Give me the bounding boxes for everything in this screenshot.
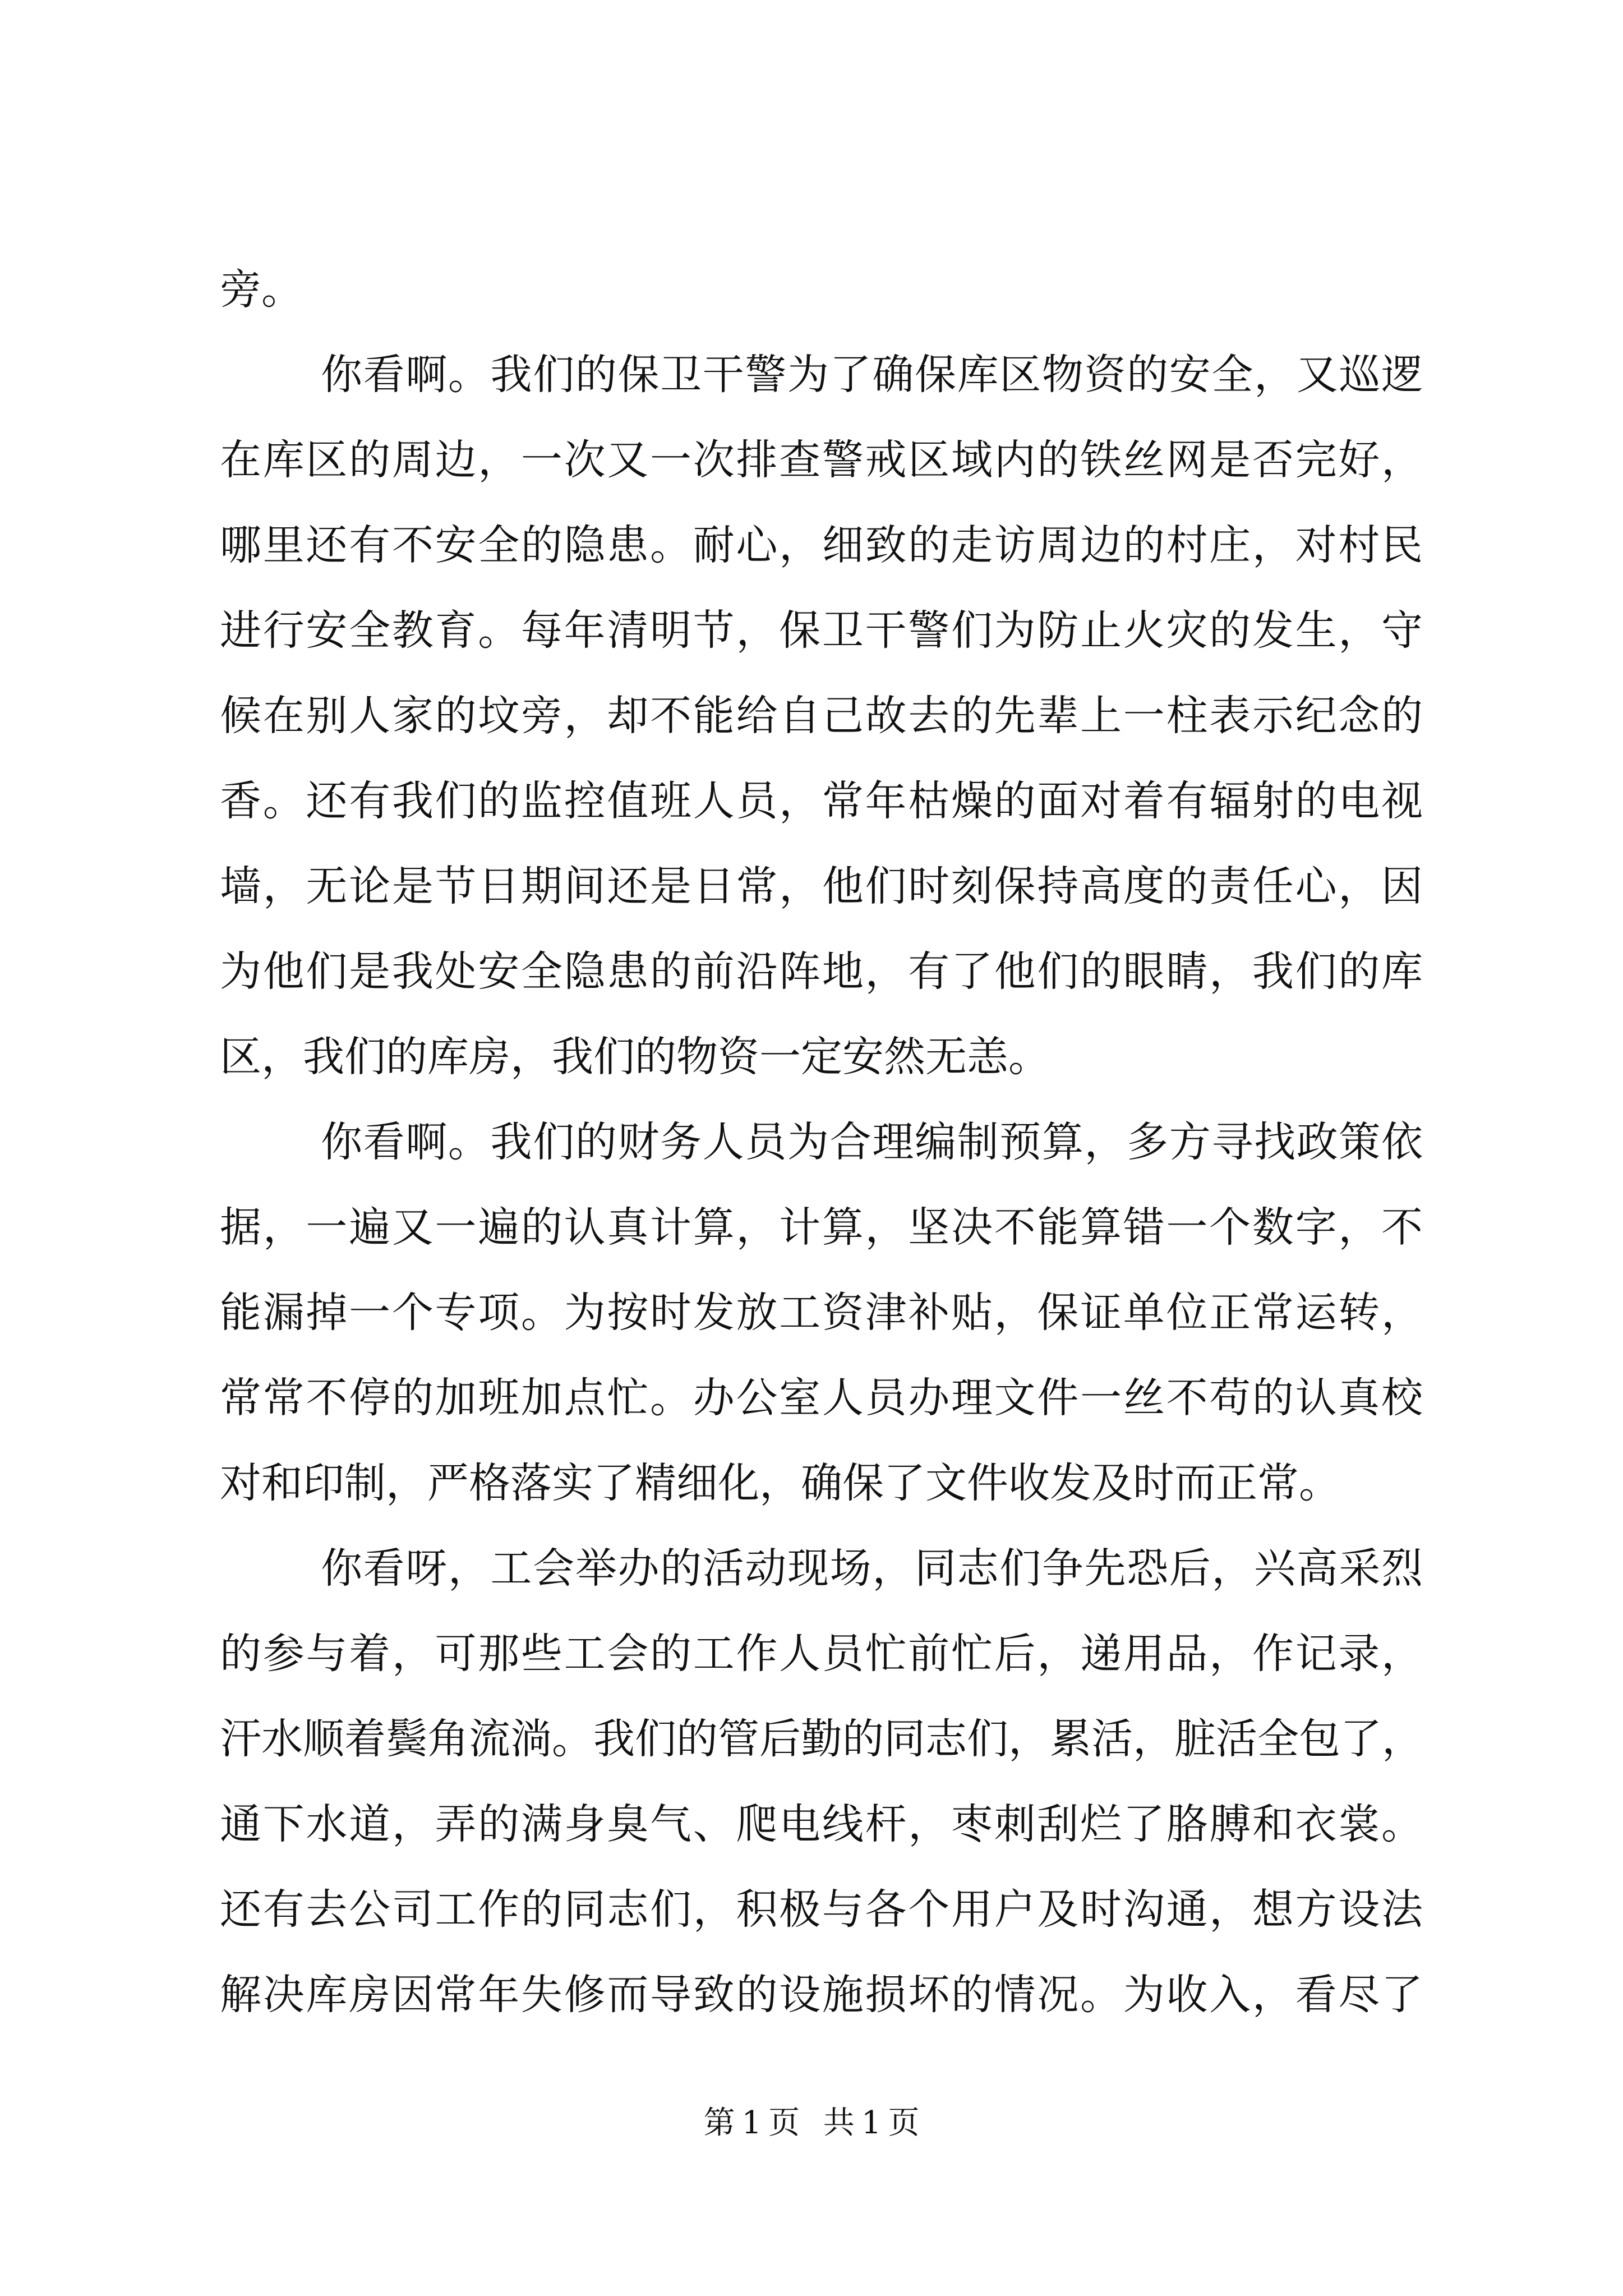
text-line: 据，一遍又一遍的认真计算，计算，坚决不能算错一个数字，不 — [220, 1203, 1423, 1251]
text-line: 的参与着，可那些工会的工作人员忙前忙后，递用品，作记录， — [220, 1630, 1423, 1678]
text-line: 解决库房因常年失修而导致的设施损坏的情况。为收入，看尽了 — [220, 1971, 1423, 2019]
text-line: 区，我们的库房，我们的物资一定安然无恙。 — [220, 1033, 1050, 1081]
total-number: 1 — [861, 2105, 882, 2141]
total-unit: 页 — [888, 2105, 920, 2141]
page-number-indicator — [700, 2105, 803, 2141]
total-pages-indicator — [820, 2105, 923, 2141]
text-line: 旁。 — [220, 265, 303, 314]
total-label: 共 — [823, 2105, 855, 2141]
page-unit: 页 — [768, 2105, 800, 2141]
text-line: 你看啊。我们的保卫干警为了确保库区物资的安全，又巡逻 — [321, 351, 1423, 399]
text-line: 汗水顺着鬓角流淌。我们的管后勤的同志们，累活，脏活全包了， — [220, 1715, 1423, 1763]
text-line: 哪里还有不安全的隐患。耐心，细致的走访周边的村庄，对村民 — [220, 521, 1423, 569]
text-line: 候在别人家的坟旁，却不能给自己故去的先辈上一柱表示纪念的 — [220, 692, 1423, 740]
text-line: 为他们是我处安全隐患的前沿阵地，有了他们的眼睛，我们的库 — [220, 947, 1423, 996]
text-line: 能漏掉一个专项。为按时发放工资津补贴，保证单位正常运转， — [220, 1289, 1423, 1337]
text-line: 墙，无论是节日期间还是日常，他们时刻保持高度的责任心，因 — [220, 862, 1423, 910]
text-line: 进行安全教育。每年清明节，保卫干警们为防止火灾的发生，守 — [220, 606, 1423, 655]
document-body — [220, 247, 1423, 2037]
text-line: 通下水道，弄的满身臭气、爬电线杆，枣刺刮烂了胳膊和衣裳。 — [220, 1800, 1423, 1848]
text-line: 香。还有我们的监控值班人员，常年枯燥的面对着有辐射的电视 — [220, 777, 1423, 825]
text-line: 还有去公司工作的同志们，积极与各个用户及时沟通，想方设法 — [220, 1885, 1423, 1934]
text-line: 常常不停的加班加点忙。办公室人员办理文件一丝不苟的认真校 — [220, 1374, 1423, 1422]
page-label: 第 — [703, 2105, 735, 2141]
text-line: 对和印制，严格落实了精细化，确保了文件收发及时而正常。 — [220, 1459, 1340, 1507]
text-line: 你看呀，工会举办的活动现场，同志们争先恐后，兴高采烈 — [321, 1544, 1423, 1593]
text-line: 在库区的周边，一次又一次排查警戒区域内的铁丝网是否完好， — [220, 436, 1423, 484]
page-number: 1 — [741, 2105, 762, 2141]
text-line: 你看啊。我们的财务人员为合理编制预算，多方寻找政策依 — [321, 1118, 1423, 1166]
page-footer — [0, 2101, 1623, 2146]
